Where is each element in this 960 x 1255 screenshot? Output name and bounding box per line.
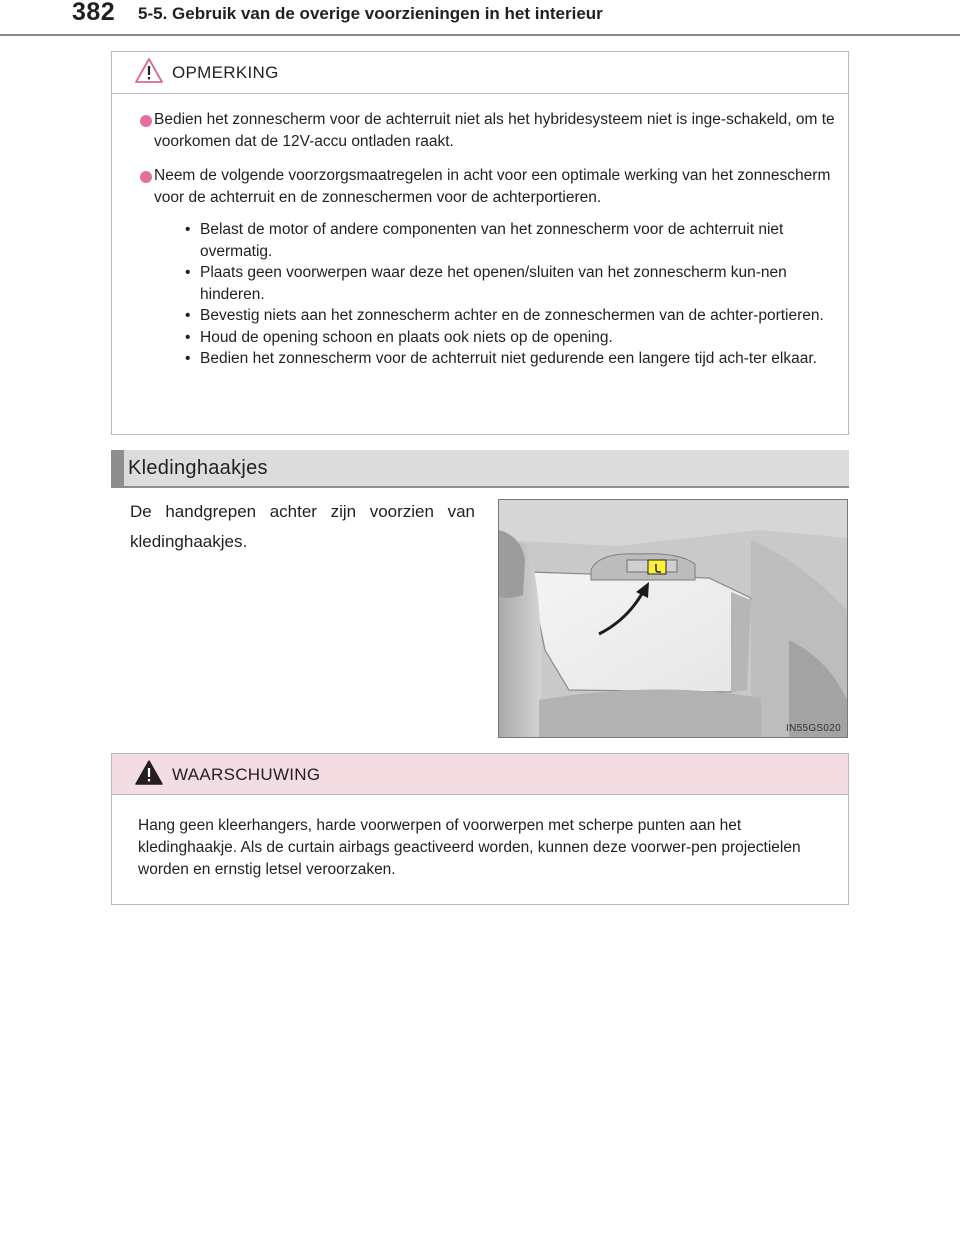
note-sub-item: • Bevestig niets aan het zonnescherm achter en de zonneschermen van de achter-portieren. [185, 307, 824, 324]
car-interior-illustration [499, 500, 847, 737]
warning-header [112, 754, 848, 795]
note-sub-item: • Bedien het zonnescherm voor de achterruit niet gedurende een langere tijd ach-ter elkaar. [185, 350, 817, 367]
note-sub-item-text: Houd de opening schoon en plaats ook niets op de opening. [200, 328, 613, 346]
note-sub-item: • Belast de motor of andere componenten van het zonnescherm voor de achterruit niet overmatig. [185, 221, 784, 260]
note-item [130, 109, 840, 153]
figure-photo [498, 499, 848, 738]
note-sub-item-text: Bevestig niets aan het zonnescherm achter en de zonneschermen van de achter-portieren. [200, 307, 824, 324]
note-title: OPMERKING [172, 63, 279, 82]
note-item [130, 165, 840, 370]
note-sub-item-text: Belast de motor of andere componenten van het zonnescherm voor de achterruit niet overmatig. [200, 221, 784, 260]
section-paragraph: De handgrepen achter zijn voorzien van kledinghaakjes. [130, 502, 475, 551]
warning-triangle-filled-icon [134, 759, 164, 786]
note-sub-list [154, 219, 840, 370]
warning-box [111, 753, 849, 905]
note-header [112, 52, 848, 94]
note-body [130, 109, 840, 382]
door-panel [539, 689, 761, 737]
note-box [111, 51, 849, 435]
figure-code: IN55GS020 [786, 723, 841, 734]
section-bar-rule [111, 486, 849, 488]
warning-title: WAARSCHUWING [172, 765, 321, 784]
bullet-dot-icon [140, 171, 152, 183]
note-sub-item-text: Bedien het zonnescherm voor de achterruit niet gedurende een langere tijd ach-ter elkaar. [200, 350, 817, 367]
section-header-title: 5-5. Gebruik van de overige voorzieningen in het interieur [138, 4, 603, 23]
bullet-dot-icon [140, 115, 152, 127]
note-sub-item-text: Plaats geen voorwerpen waar deze het openen/sluiten van het zonnescherm kun-nen hinderen. [200, 264, 787, 303]
header-rule [0, 34, 960, 36]
note-sub-item: • Houd de opening schoon en plaats ook niets op de opening. [185, 328, 613, 346]
section-title: Kledinghaakjes [128, 457, 268, 479]
note-item-text: Bedien het zonnescherm voor de achterruit niet als het hybridesysteem niet is inge-schakeld, om te voorkomen dat de 12V-accu ontladen raakt. [154, 111, 835, 150]
warning-text: Hang geen kleerhangers, harde voorwerpen of voorwerpen met scherpe punten aan het kledinghaakje. Als de curtain airbags geactiveerd worden, kunnen deze voorwer-pen projectielen worden en ernstig letsel veroorzaken. [138, 817, 801, 878]
page-number: 382 [72, 0, 116, 26]
warning-triangle-icon [134, 57, 164, 84]
note-sub-item: • Plaats geen voorwerpen waar deze het openen/sluiten van het zonnescherm kun-nen hinderen. [185, 264, 787, 303]
section-bar [111, 450, 849, 487]
section-bar-accent [111, 450, 124, 487]
page-header [0, 0, 960, 40]
note-item-text: Neem de volgende voorzorgsmaatregelen in acht voor een optimale werking van het zonnescherm voor de achterruit en de zonneschermen voor de achterportieren. [154, 167, 831, 206]
